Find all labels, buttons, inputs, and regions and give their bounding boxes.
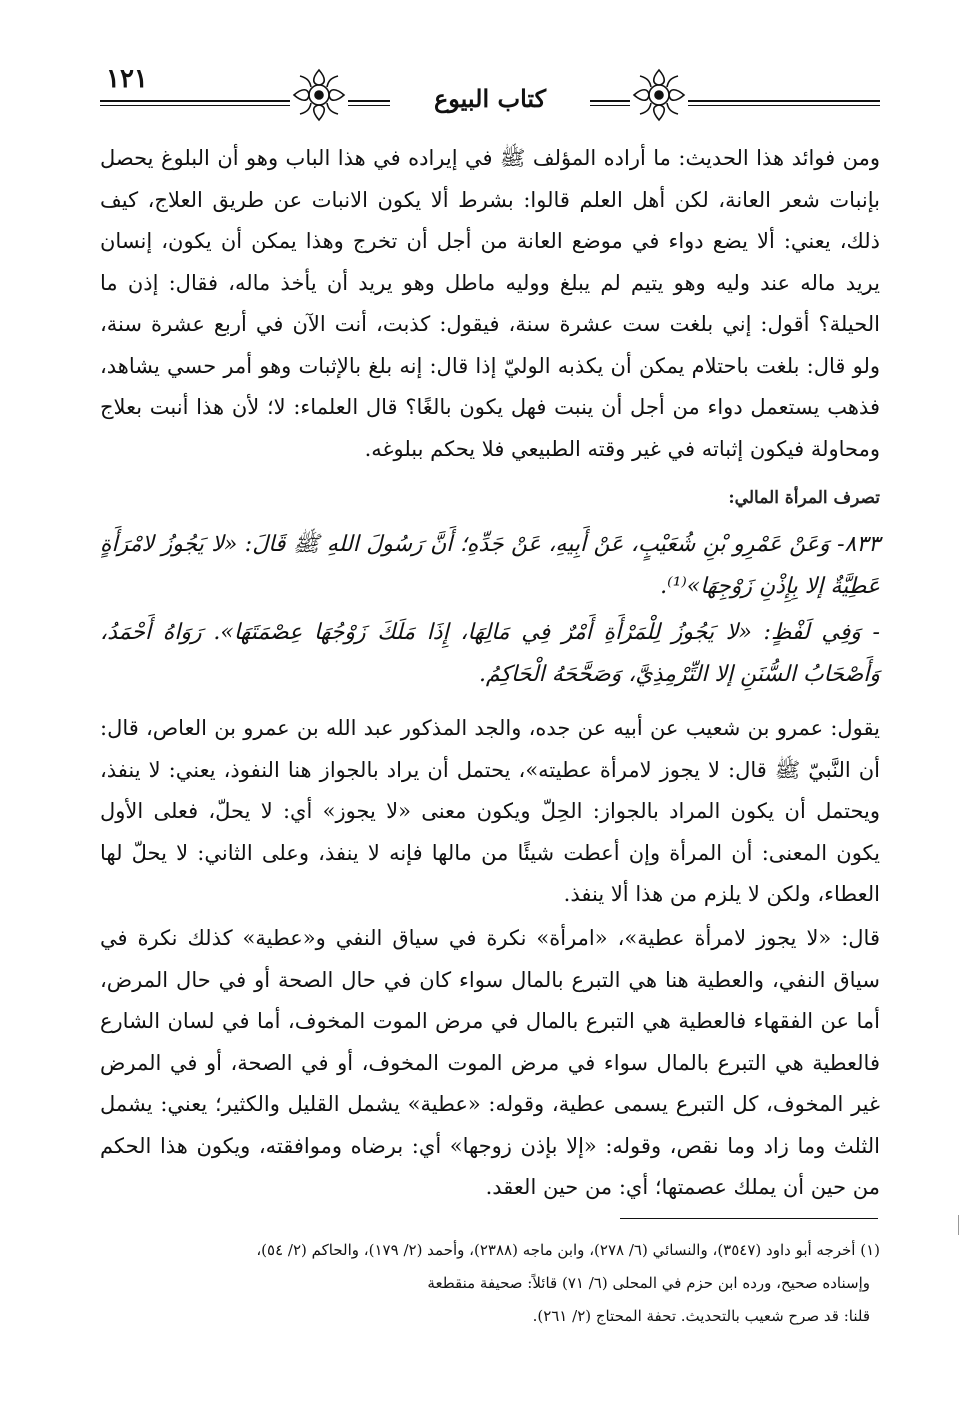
footnote-line-1: (١) أخرجه أبو داود (٣٥٤٧)، والنسائي (٦/ ٢٧٨)، وابن ماجه (٢٣٨٨)، وأحمد (٢/ ١٧٩)، والحاكم (٢/ ٥٤)، <box>256 1241 880 1259</box>
footnote-separator <box>620 1218 878 1219</box>
commentary-paragraph-1: يقول: عمرو بن شعيب عن أبيه عن جده، والجد المذكور عبد الله بن عمرو بن العاص، قال: أن النَّبيّ ﷺ قال: لا يجوز لامرأة عطيته»، يحتمل أن يراد بالجواز هنا النفوذ، يعني: لا ينفذ، ويحتمل أن يكون المراد بالجواز: الحِلّ ويكون معنى «لا يجوز» أي: لا يحلّ، فعلى الأول يكون المعنى: أن المرأة وإن أعطت شيئًا من مالها فإنه لا ينفذ، وعلى الثاني: لا يحلّ لها العطاء، ولكن لا يلزم من هذا ألا ينفذ. <box>100 716 880 906</box>
hadith-variant: - وَفِي لَفْظٍ: «لا يَجُوزُ لِلْمَرْأَةِ أَمْرٌ فِي مَالِهَا، إِذَا مَلَكَ زَوْجُهَا عِصْمَتَهَا». رَوَاهُ أَحْمَدُ، وَأَصْحَابُ السُّنَنِ إلا التِّرْمِذِيَّ، وَصَحَّحَهُ الْحَاكِمُ. <box>100 620 880 687</box>
commentary-paragraph-2: قال: «لا يجوز لامرأة عطية»، «امرأة» نكرة في سياق النفي و«عطية» كذلك نكرة في سياق النفي، والعطية هنا هي التبرع بالمال سواء كان في حال الصحة أو في حال المرض، أما عن الفقهاء فالعطية هي التبرع بالمال في مرض الموت المخوف، أما في لسان الشارع فالعطية هي التبرع بالمال سواء في مرض الموت المخوف، أو في الصحة، أو في المرض غير المخوف، كل التبرع يسمى عطية، وقوله: «عطية» يشمل القليل والكثير؛ يعني: يشمل الثلث وما زاد وما نقص، وقوله: «إلا بإذن زوجها» أي: برضاه وموافقته، ويكون هذا الحكم من حين أن يملك عصمتها؛ أي: من حين العقد. <box>100 926 880 1199</box>
footnote-line-2: وإسناده صحيح، ورده ابن حزم في المحلى (٦/ ٧١) قائلاً: صحيفة منقطعة <box>427 1274 870 1292</box>
section-heading-block <box>100 484 880 512</box>
ornament-left-icon <box>290 66 348 124</box>
section-heading: تصرف المرأة المالي: <box>728 488 880 508</box>
intro-paragraph: ومن فوائد هذا الحديث: ما أراده المؤلف ﷺ في إيراده في هذا الباب وهو أن البلوغ يحصل بإنبات شعر العانة، لكن أهل العلم قالوا: بشرط ألا يكون الانبات عن طريق العلاج، كيف ذلك، يعني: ألا يضع دواء في موضع العانة من أجل أن تخرج وهذا يمكن أن يكون، إنسان يريد ماله عند وليه وهو يتيم لم يبلغ ووليه ماطل وهو يريد أن يأخذ ماله، فقال: إذن ما الحيلة؟ أقول: إني بلغت ست عشرة سنة، فيقول: كذبت، أنت الآن في أربع عشرة سنة، ولو قال: بلغت باحتلام يمكن أن يكذبه الوليّ إذا قال: إنه بلغ بالإثبات وهو أمر حسي يشاهد، فذهب يستعمل دواء من أجل أن ينبت فهل يكون بالغًا؟ قال العلماء: لا؛ لأن هذا أنبت بعلاج ومحاولة فيكون إثباته في غير وقته الطبيعي فلا يحكم ببلوغه. <box>100 146 880 461</box>
page-header <box>100 58 880 128</box>
footnote-line-3: قلنا: قد صرح شعيب بالتحديث. تحفة المحتاج (٢/ ٢٦١). <box>532 1307 870 1325</box>
page-number: ١٢١ <box>102 64 152 94</box>
hadith-block <box>100 524 880 696</box>
footnotes <box>100 1234 880 1333</box>
commentary-block-1 <box>100 708 880 916</box>
hadith-text: ٨٣٣- وَعَنْ عَمْرِو بْنِ شُعَيْبٍ، عَنْ أَبِيهِ، عَنْ جَدِّهِ؛ أَنَّ رَسُولَ اللهِ ﷺ قَالَ: «لا يَجُوزُ لامْرَأَةٍ عَطِيَّةٌ إلا بِإِذْنِ زَوْجِهَا»⁽¹⁾. <box>100 532 880 599</box>
commentary-block-2 <box>100 918 880 1209</box>
running-title: كتاب البيوع <box>390 84 590 113</box>
scan-artifact <box>958 1215 959 1235</box>
ornament-right-icon <box>630 66 688 124</box>
intro-paragraph-block <box>100 138 880 470</box>
